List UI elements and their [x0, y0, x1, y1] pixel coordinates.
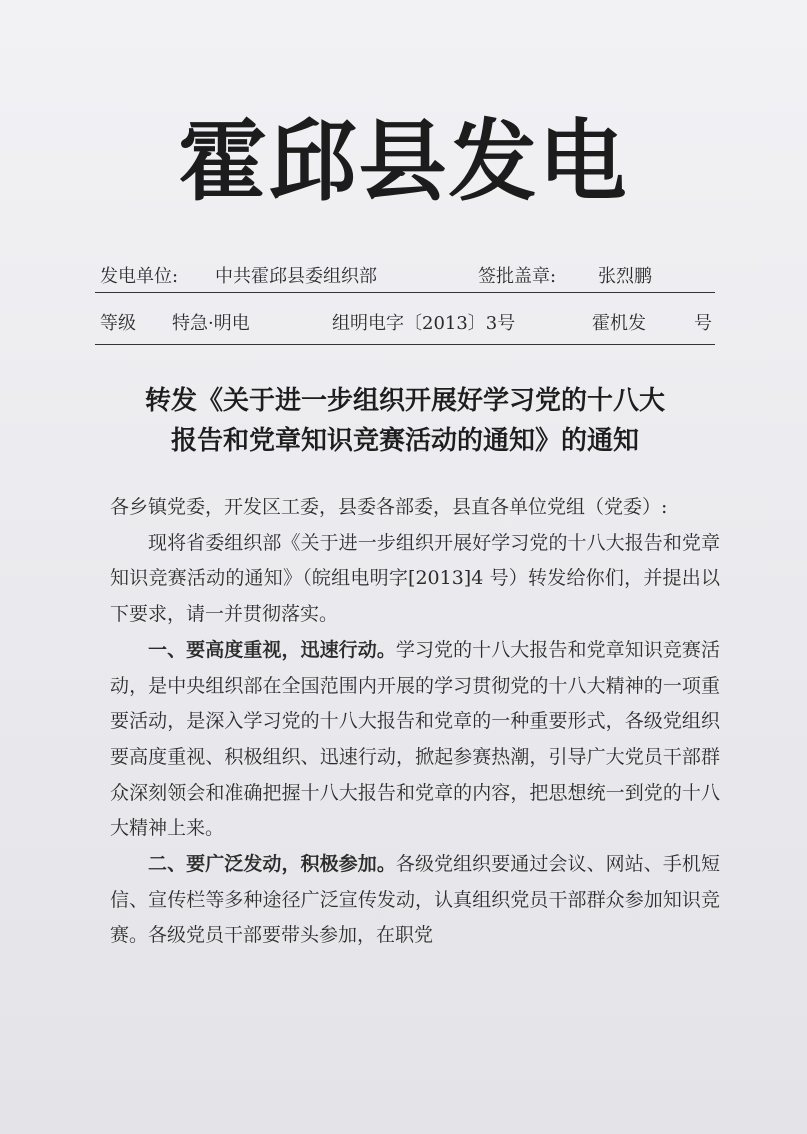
section-1-heading: 一、要高度重视，迅速行动。 [148, 638, 396, 661]
title-line-2: 报告和党章知识竞赛活动的通知》的通知 [170, 426, 639, 456]
masthead-title: 霍邱县发电 [178, 110, 629, 213]
issue-label: 霍机发 [592, 313, 646, 334]
section-1 [110, 633, 720, 847]
approval-label: 签批盖章: [478, 266, 557, 287]
level-label: 等级 [100, 313, 136, 334]
header-rule-top [95, 292, 715, 293]
salutation: 各乡镇党委，开发区工委，县委各部委，县直各单位党组（党委）: [110, 496, 668, 518]
section-2 [110, 847, 720, 954]
document-body [110, 490, 720, 954]
sender-value: 中共霍邱县委组织部 [215, 266, 377, 287]
title-line-1: 转发《关于进一步组织开展好学习党的十八大 [144, 386, 665, 416]
sender-label: 发电单位: [100, 266, 179, 287]
level-value: 特急·明电 [172, 313, 250, 334]
approval-value: 张烈鹏 [598, 266, 652, 287]
doc-number: 组明电字〔2013〕3号 [332, 313, 516, 334]
document-title [95, 381, 715, 461]
issue-suffix: 号 [694, 313, 712, 334]
section-2-heading: 二、要广泛发动，积极参加。 [148, 853, 396, 876]
intro-paragraph: 现将省委组织部《关于进一步组织开展好学习党的十八大报告和党章知识竞赛活动的通知》（皖组电明字[2013]4 号）转发给你们，并提出以下要求，请一并贯彻落实。 [110, 531, 720, 626]
header-rule-bottom [95, 344, 715, 345]
section-1-text: 学习党的十八大报告和党章知识竞赛活动，是中央组织部在全国范围内开展的学习贯彻党的十八大精神的一项重要活动，是深入学习党的十八大报告和党章的一种重要形式，各级党组织要高度重视、积极组织、迅速行动，掀起参赛热潮，引导广大党员干部群众深刻领会和准确把握十八大报告和党章的内容，把思想统一到党的十八大精神上来。 [110, 638, 720, 840]
section-2-text: 各级党组织要通过会议、网站、手机短信、宣传栏等多种途径广泛宣传发动，认真组织党员干部群众参加知识竞赛。各级党员干部要带头参加，在职党 [110, 853, 720, 947]
